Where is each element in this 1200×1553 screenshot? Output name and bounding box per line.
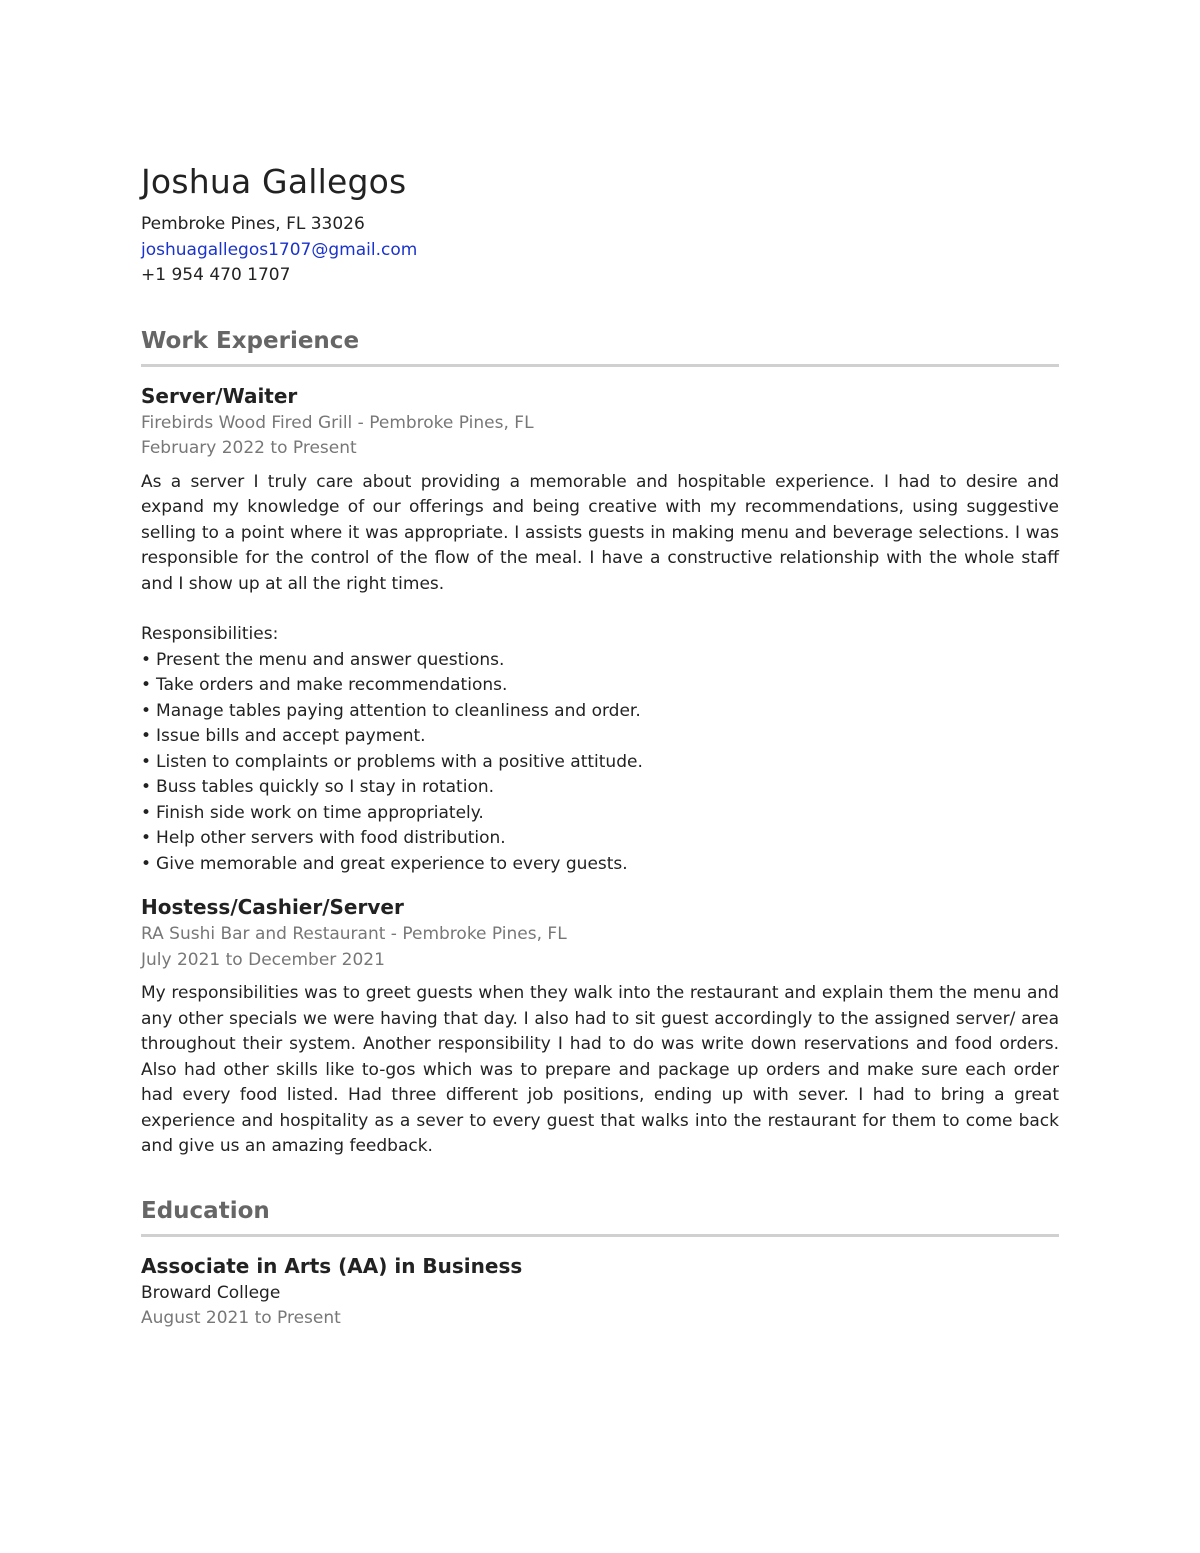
work-experience-section [141,326,1059,1160]
responsibilities-label: Responsibilities: [141,624,279,644]
job-entry [141,892,1059,1160]
job-description: As a server I truly care about providing a memorable and hospitable experience. I had to desire and expand my knowledge of our offerings and being creative with my recommendations, using suggestive selling to a point where it was appropriate. I assists guests in making menu and beverage selections. I was responsible for the control of the flow of the meal. I have a constructive relationship with the whole staff and I show up at all the right times. [141,471,1059,594]
candidate-name: Joshua Gallegos [141,162,407,201]
job-dates: February 2022 to Present [141,438,357,458]
job-dates: July 2021 to December 2021 [141,949,385,970]
education-dates: August 2021 to Present [141,1308,341,1328]
email-link[interactable]: joshuagallegos1707@gmail.com [141,239,418,260]
list-item: • Finish side work on time appropriately. [141,801,1059,827]
job-entry [141,381,1059,878]
education-section [141,1196,1059,1332]
responsibilities [141,622,1059,877]
list-item: • Buss tables quickly so I stay in rotation. [141,775,1059,801]
contact-info [141,212,1059,289]
resume-content [141,160,1059,1332]
list-item: • Listen to complaints or problems with a positive attitude. [141,750,1059,776]
degree-title: Associate in Arts (AA) in Business [141,1253,523,1278]
header [141,160,1059,289]
education-heading: Education [141,1196,1059,1237]
job-description: My responsibilities was to greet guests when they walk into the restaurant and explain them the menu and any other specials we were having that day. I also had to sit guest accordingly to the assigned server/ area throughout their system. Another responsibility I had to do was write down reservations and food orders. Also had other skills like to-gos which was to prepare and package up orders and make sure each order had every food listed. Had three different job positions, ending up with sever. I had to bring a great experience and hospitality as a sever to every guest that walks into the restaurant for them to come back and give us an amazing feedback. [141,983,1059,1156]
list-item: • Help other servers with food distribution. [141,826,1059,852]
location: Pembroke Pines, FL 33026 [141,214,365,234]
list-item: • Manage tables paying attention to cleanliness and order. [141,699,1059,725]
job-title: Hostess/Cashier/Server [141,895,404,919]
list-item: • Issue bills and accept payment. [141,724,1059,750]
job-company: Firebirds Wood Fired Grill - Pembroke Pines, FL [141,412,534,433]
responsibilities-list [141,648,1059,878]
phone: +1 954 470 1707 [141,265,291,285]
job-title: Server/Waiter [141,383,298,408]
list-item: • Take orders and make recommendations. [141,673,1059,699]
list-item: • Give memorable and great experience to every guests. [141,852,1059,878]
work-experience-heading: Work Experience [141,326,1059,367]
school-name: Broward College [141,1282,281,1303]
list-item: • Present the menu and answer questions. [141,648,1059,674]
job-company: RA Sushi Bar and Restaurant - Pembroke Pines, FL [141,924,567,944]
